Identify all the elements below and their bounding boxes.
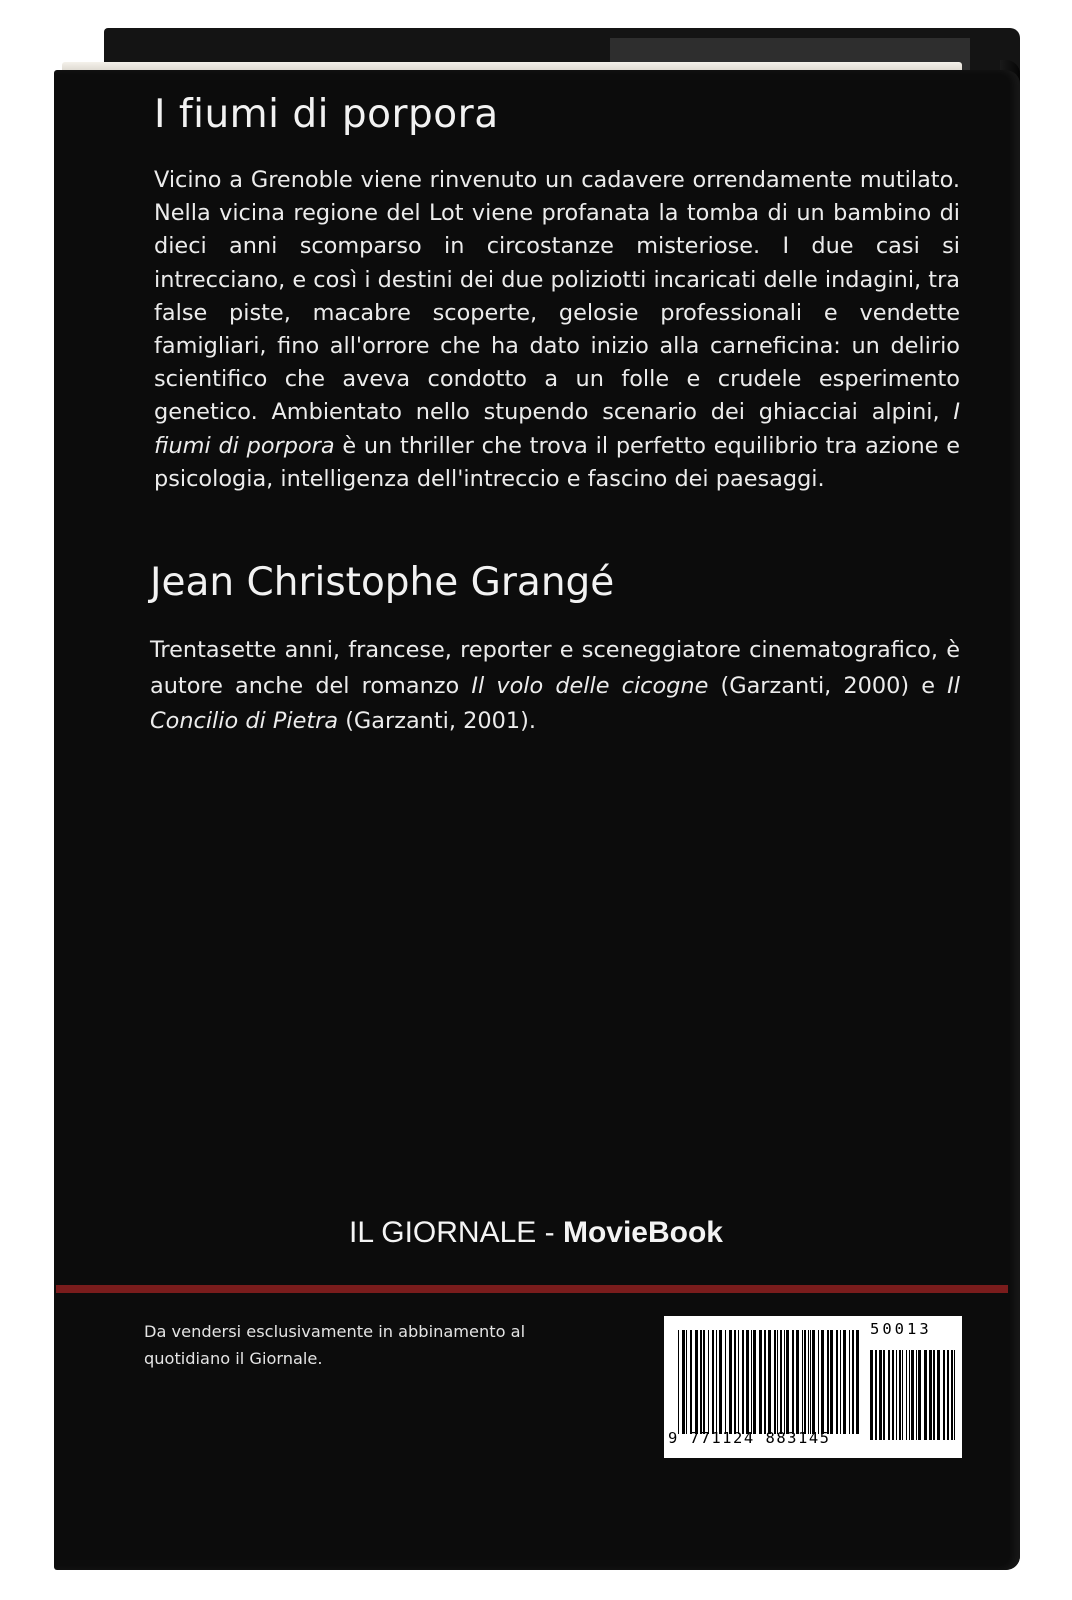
barcode-bar: [875, 1350, 877, 1440]
barcode-bar: [899, 1350, 901, 1440]
barcode-bar: [746, 1330, 749, 1434]
bio-book-1: Il volo delle cicogne: [471, 672, 709, 699]
barcode-bar: [937, 1350, 940, 1440]
barcode-bar: [852, 1330, 854, 1434]
barcode-bar: [777, 1330, 778, 1434]
author-name: Jean Christophe Grangé: [150, 560, 615, 605]
barcode-bar: [856, 1330, 859, 1434]
synopsis: [154, 164, 960, 496]
barcode-bar: [911, 1350, 914, 1440]
barcode-bar: [804, 1330, 806, 1434]
barcode-bar: [786, 1330, 789, 1434]
barcode-bar: [682, 1330, 685, 1434]
barcode-bar: [716, 1330, 717, 1434]
bio-text-3: (Garzanti, 2001).: [338, 708, 536, 734]
bio-book-2: Il Concilio di Pietra: [150, 672, 960, 734]
barcode-addon: 50013: [870, 1320, 932, 1338]
barcode-bar: [774, 1330, 776, 1434]
author-bio: [150, 633, 960, 740]
barcode-bar: [933, 1350, 935, 1440]
barcode-bar: [690, 1330, 692, 1434]
barcode-bar: [686, 1330, 687, 1434]
barcode-bar: [883, 1350, 885, 1440]
barcode-bar: [784, 1330, 785, 1434]
barcode-bar: [792, 1330, 794, 1434]
red-divider: [56, 1285, 1008, 1293]
barcode-bar: [768, 1330, 771, 1434]
synopsis-text-2: è un thriller che trova il perfetto equilibrio tra azione e psicologia, intelligenza dell'intreccio e fascino dei paesaggi.: [154, 432, 961, 492]
barcode-bar: [947, 1350, 949, 1440]
barcode-bar: [764, 1330, 766, 1434]
barcode-bar: [879, 1350, 882, 1440]
sale-note: Da vendersi esclusivamente in abbinamento al quotidiano il Giornale.: [144, 1322, 526, 1368]
barcode-bar: [943, 1350, 945, 1440]
barcode-bar: [802, 1330, 803, 1434]
barcode-bar: [954, 1350, 955, 1440]
barcode-bar: [808, 1330, 809, 1434]
barcode-bar: [742, 1330, 744, 1434]
barcode-bar: [734, 1330, 736, 1434]
series-line: [0, 1216, 1072, 1250]
barcode-bar: [725, 1330, 726, 1434]
barcode-bar: [929, 1350, 932, 1440]
barcode-bar: [818, 1330, 819, 1434]
barcode-bar: [812, 1330, 815, 1434]
barcode-bar: [759, 1330, 762, 1434]
book-title: I fiumi di porpora: [154, 92, 499, 137]
barcode-bar: [703, 1330, 705, 1434]
barcode-bar: [751, 1330, 752, 1434]
barcode-digits: 9 771124 883145: [668, 1429, 831, 1447]
barcode-bar: [906, 1350, 907, 1440]
barcode: [664, 1316, 962, 1458]
barcode-bar: [729, 1330, 732, 1434]
barcode-bar: [810, 1330, 811, 1434]
barcode-bar: [918, 1350, 921, 1440]
series-brand: MovieBook: [562, 1216, 723, 1249]
barcode-bar: [695, 1330, 698, 1434]
barcode-bar: [836, 1330, 838, 1434]
barcode-bar: [700, 1330, 702, 1434]
barcode-bar: [821, 1330, 824, 1434]
synopsis-text-1: Vicino a Grenoble viene rinvenuto un cadavere orrendamente mutilato. Nella vicina regione del Lot viene profanata la tomba di un bambino di dieci anni scomparso in circostanze misteriose. I due casi si intrecciano, e così i destini dei due poliziotti incaricati delle indagini, tra false piste, macabre scoperte, gelosie professionali e vendette famigliari, fino all'orrore che ha dato inizio alla carneficina: un delirio scientifico che aveva condotto a un folle e crudele esperimento genetico. Ambientato nello stupendo scenario dei ghiacciai alpini,: [154, 167, 960, 426]
bio-text-1: Trentasette anni, francese, reporter e sceneggiatore cinematografico, è autore anche del romanzo: [150, 637, 960, 699]
barcode-bar: [780, 1330, 782, 1434]
barcode-bar: [909, 1350, 910, 1440]
barcode-bar: [916, 1350, 917, 1440]
barcode-bar: [708, 1330, 709, 1434]
barcode-bar: [888, 1350, 890, 1440]
barcode-bar: [843, 1330, 846, 1434]
series-separator: -: [536, 1216, 563, 1249]
barcode-bar: [796, 1330, 799, 1434]
barcode-bar: [678, 1330, 679, 1434]
barcode-bar: [924, 1350, 927, 1440]
synopsis-title-italic: I fiumi di porpora: [154, 399, 960, 459]
barcode-bar: [951, 1350, 953, 1440]
barcode-bar: [830, 1330, 833, 1434]
barcode-bar: [753, 1330, 756, 1434]
bio-text-2: (Garzanti, 2000) e: [708, 672, 948, 699]
barcode-bar: [902, 1350, 903, 1440]
barcode-bar: [840, 1330, 841, 1434]
barcode-bar: [738, 1330, 739, 1434]
barcode-bar: [896, 1350, 897, 1440]
barcode-bar: [719, 1330, 722, 1434]
barcode-bar: [827, 1330, 829, 1434]
series-publisher: IL GIORNALE: [349, 1216, 537, 1249]
barcode-bar: [870, 1350, 873, 1440]
barcode-bar: [849, 1330, 850, 1434]
barcode-bar: [712, 1330, 714, 1434]
barcode-bar: [892, 1350, 894, 1440]
